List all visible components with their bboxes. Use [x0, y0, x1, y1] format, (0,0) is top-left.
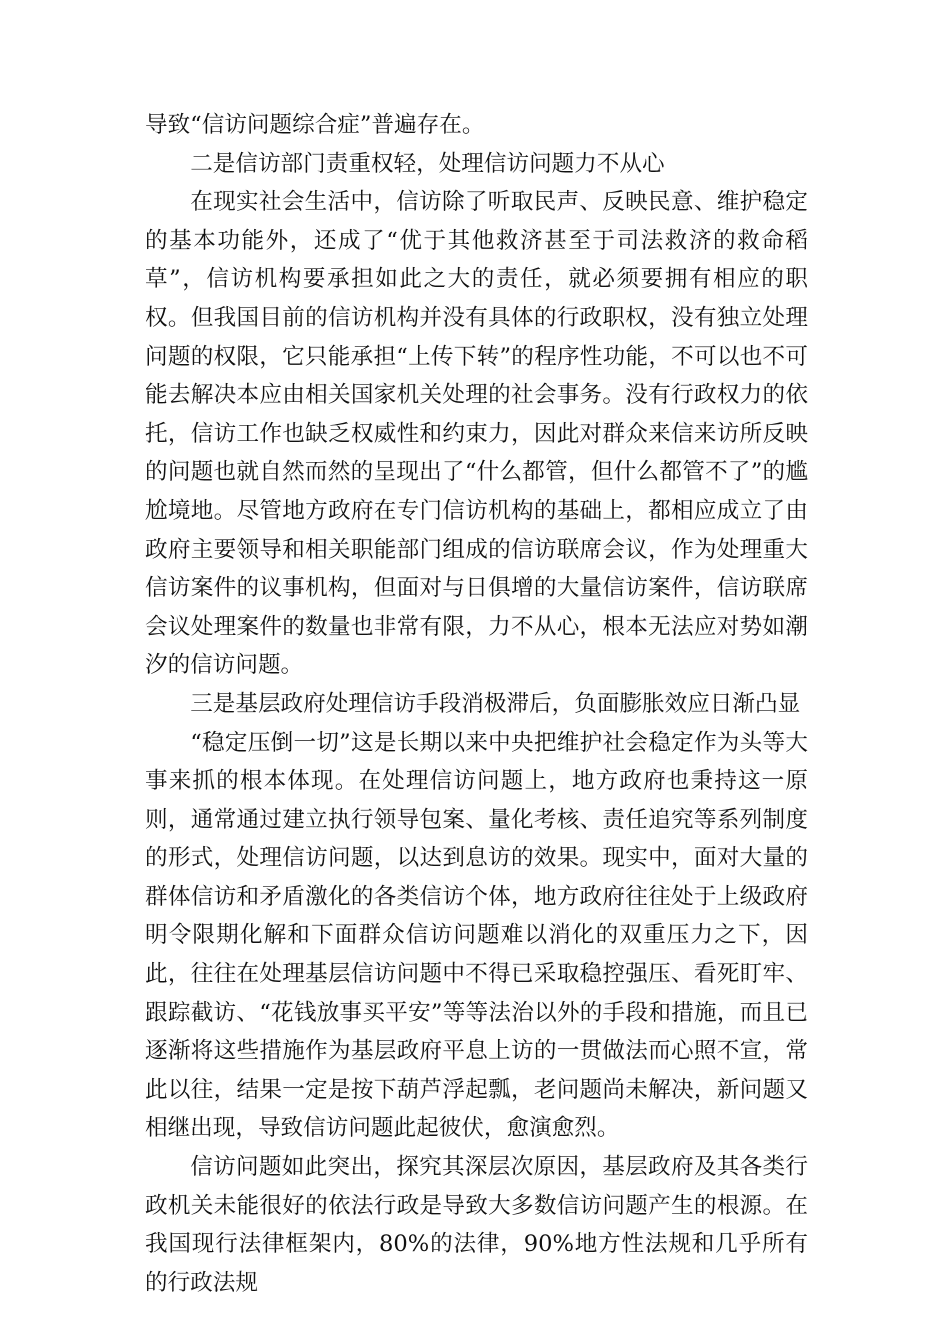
- section-heading-3: 三是基层政府处理信访手段消极滞后，负面膨胀效应日渐凸显: [190, 690, 801, 717]
- body-text: [145, 106, 808, 1302]
- section-heading-2: 二是信访部门责重权轻，处理信访问题力不从心: [190, 150, 665, 177]
- paragraph-body: 信访问题如此突出，探究其深层次原因，基层政府及其各类行政机关未能很好的依法行政是导致大多数信访问题产生的根源。在我国现行法律框架内，80%的法律，90%地方性法规和几乎所有的行政法规: [145, 1154, 808, 1296]
- paragraph-body: 在现实社会生活中，信访除了听取民声、反映民意、维护稳定的基本功能外，还成了“优于其他救济甚至于司法救济的救命稻草”，信访机构要承担如此之大的责任，就必须要拥有相应的职权。但我国目前的信访机构并没有具体的行政职权，没有独立处理问题的权限，它只能承担“上传下转”的程序性功能，不可以也不可能去解决本应由相关国家机关处理的社会事务。没有行政权力的依托，信访工作也缺乏权威性和约束力，因此对群众来信来访所反映的问题也就自然而然的呈现出了“什么都管，但什么都管不了”的尴尬境地。尽管地方政府在专门信访机构的基础上，都相应成立了由政府主要领导和相关职能部门组成的信访联席会议，作为处理重大信访案件的议事机构，但面对与日俱增的大量信访案件，信访联席会议处理案件的数量也非常有限，力不从心，根本无法应对势如潮汐的信访问题。: [145, 189, 808, 679]
- paragraph-body: “稳定压倒一切”这是长期以来中央把维护社会稳定作为头等大事来抓的根本体现。在处理信访问题上，地方政府也秉持这一原则，通常通过建立执行领导包案、量化考核、责任追究等系列制度的形式，处理信访问题，以达到息访的效果。现实中，面对大量的群体信访和矛盾激化的各类信访个体，地方政府往往处于上级政府明令限期化解和下面群众信访问题难以消化的双重压力之下，因此，往往在处理基层信访问题中不得已采取稳控强压、看死盯牢、跟踪截访、“花钱放事买平安”等等法治以外的手段和措施，而且已逐渐将这些措施作为基层政府平息上访的一贯做法而心照不宣，常此以往，结果一定是按下葫芦浮起瓢，老问题尚未解决，新问题又相继出现，导致信访问题此起彼伏，愈演愈烈。: [145, 729, 808, 1142]
- paragraph-continuation: 导致“信访问题综合症”普遍存在。: [145, 112, 485, 138]
